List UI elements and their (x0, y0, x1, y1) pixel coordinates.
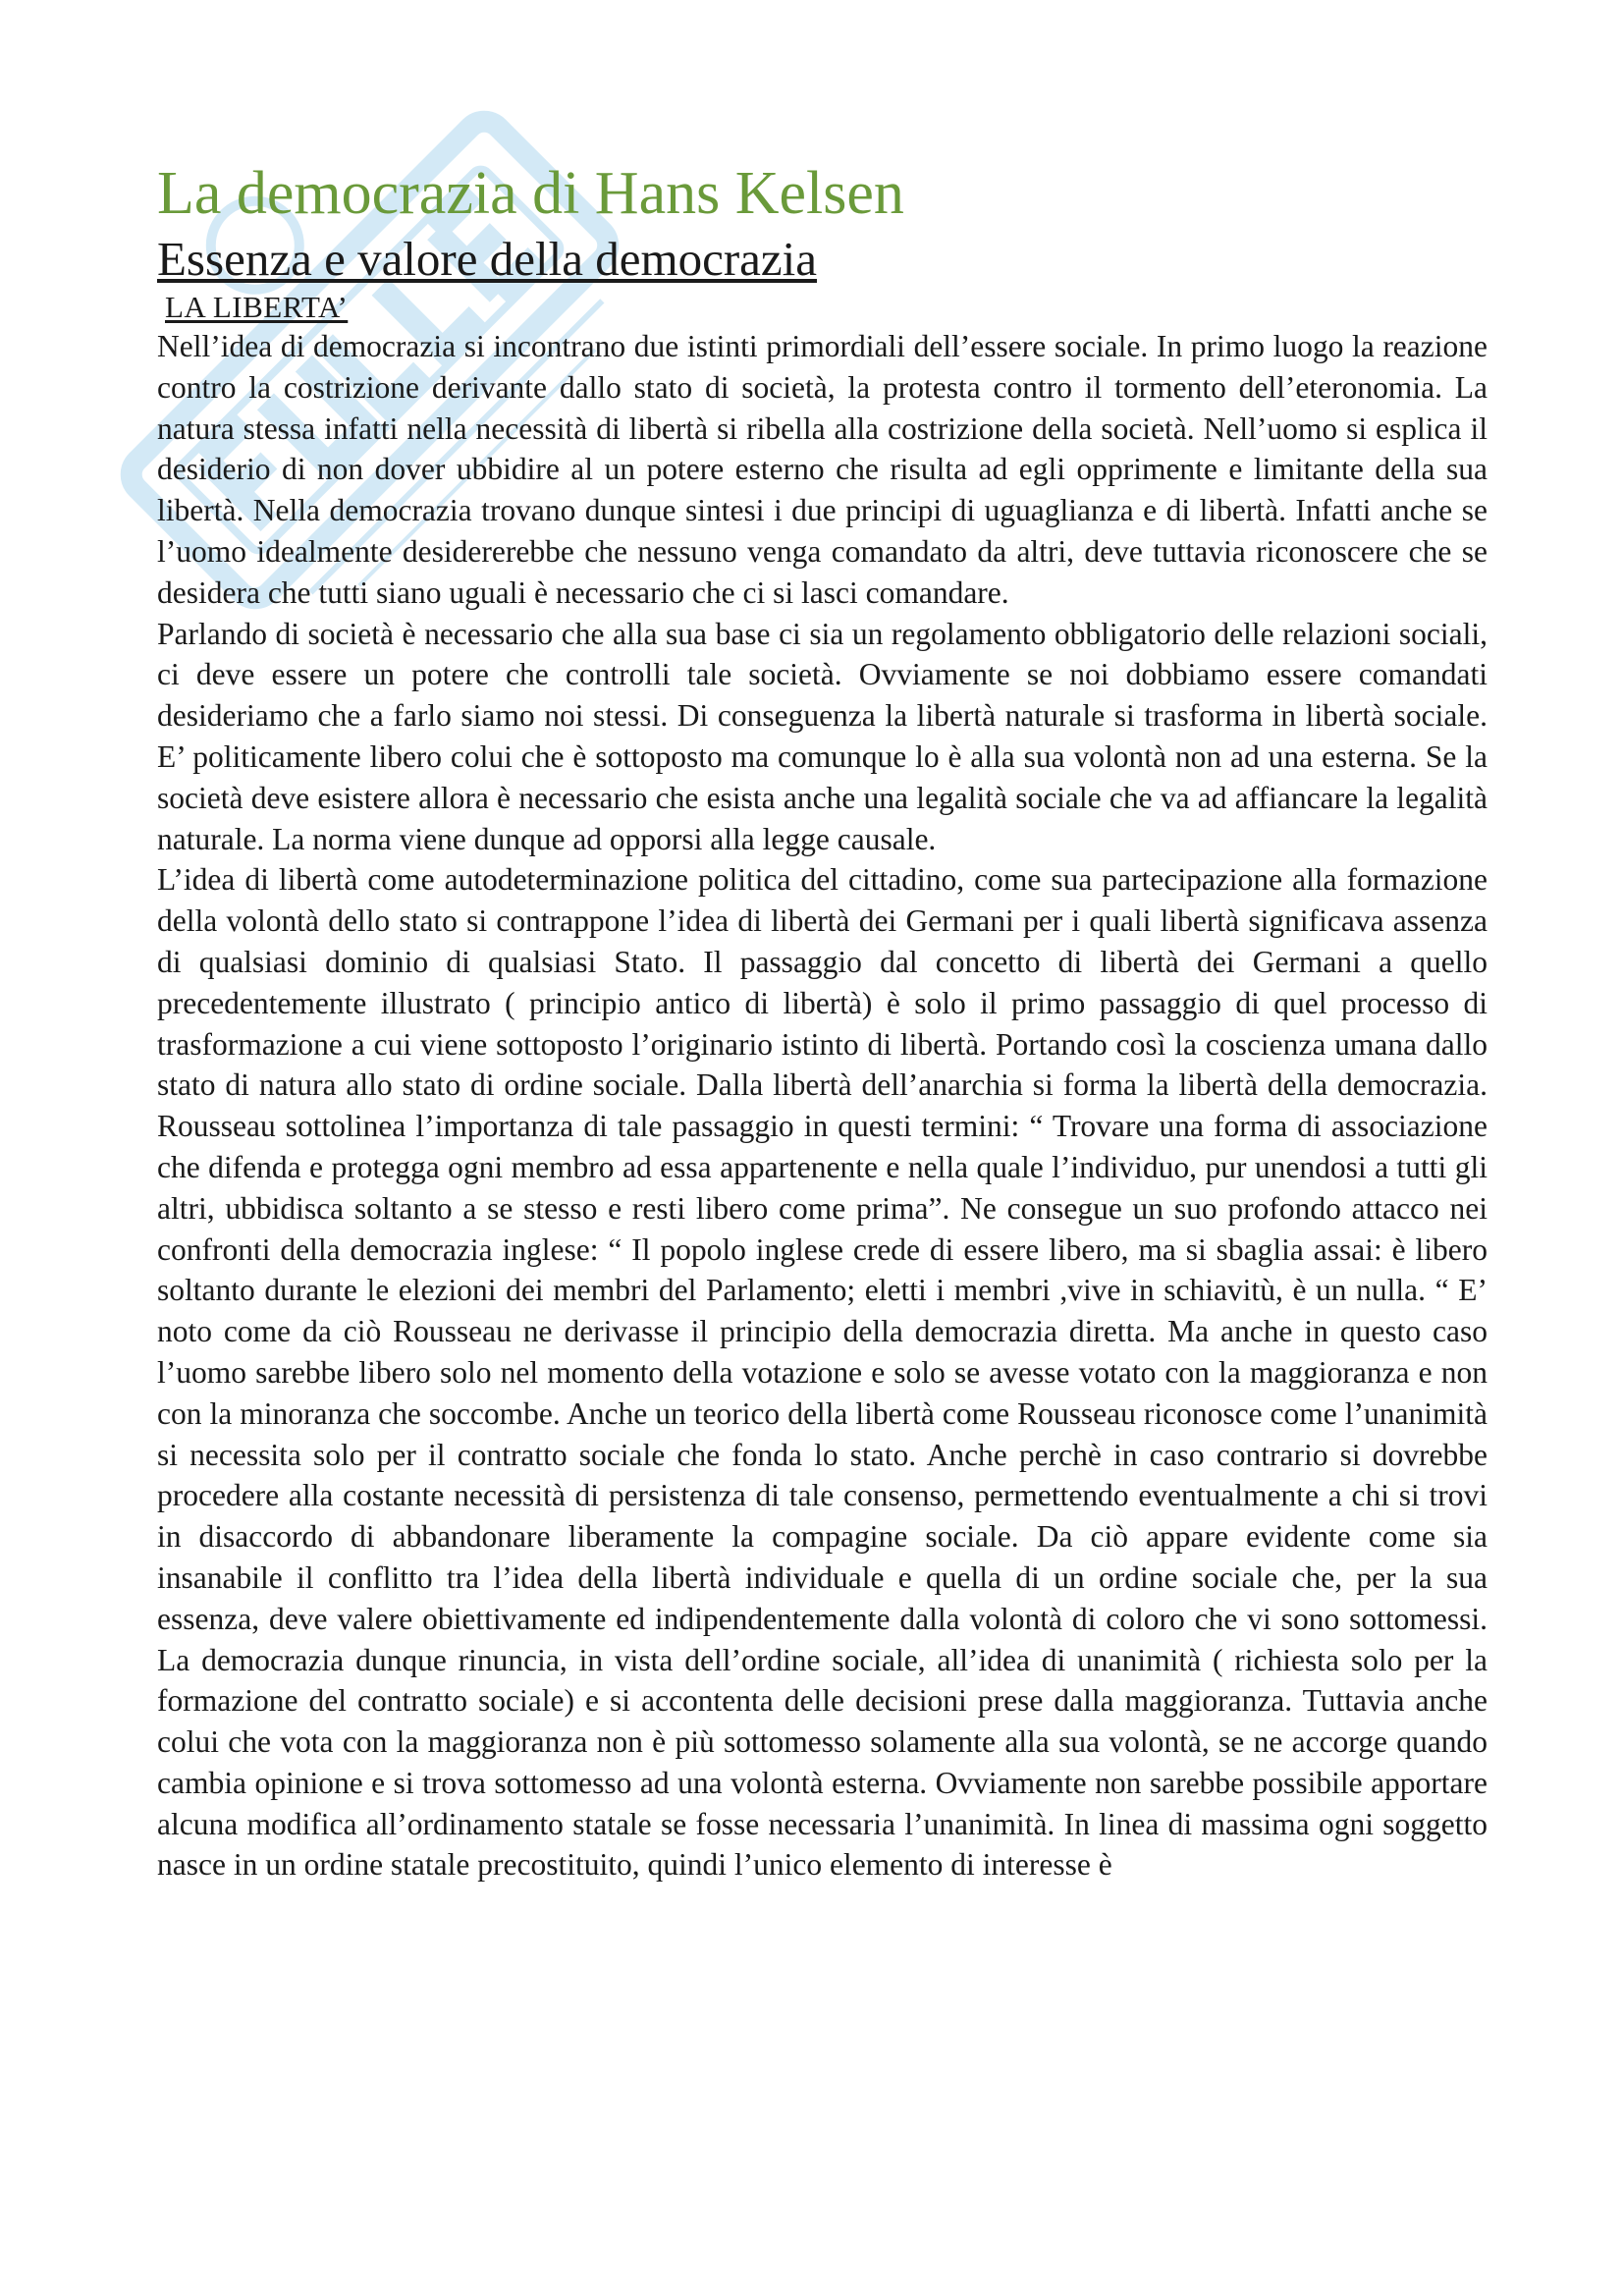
document-title: La democrazia di Hans Kelsen (157, 160, 904, 227)
document-page (157, 157, 1488, 1886)
body-paragraph-2: Parlando di società è necessario che alla sua base ci sia un regolamento obbligatorio delle relazioni sociali, ci deve essere un potere che controlli tale società. Ovviamente se noi dobbiamo essere comandati desideriamo che a farlo siamo noi stessi. Di conseguenza la libertà naturale si trasforma in libertà sociale. E’ politicamente libero colui che è sottoposto ma comunque lo è alla sua volontà non ad una esterna. Se la società deve esistere allora è necessario che esista anche una legalità sociale che va ad affiancare la legalità naturale. La norma viene dunque ad opporsi alla legge causale. (157, 616, 1488, 856)
document-subtitle: Essenza e valore della democrazia (157, 232, 818, 286)
body-paragraph-1: Nell’idea di democrazia si incontrano due istinti primordiali dell’essere sociale. In primo luogo la reazione contro la costrizione derivante dallo stato di società, la protesta contro il tormento dell’eteronomia. La natura stessa infatti nella necessità di libertà si ribella alla costrizione della società. Nell’uomo si esplica il desiderio di non dover ubbidire al un potere esterno che risulta ad egli opprimente e limitante della sua libertà. Nella democrazia trovano dunque sintesi i due principi di uguaglianza e di libertà. Infatti anche se l’uomo idealmente desidererebbe che nessuno venga comandato da altri, deve tuttavia riconoscere che se desidera che tutti siano uguali è necessario che ci si lasci comandare. (157, 329, 1488, 610)
body-paragraph-3: L’idea di libertà come autodeterminazione politica del cittadino, come sua partecipazione alla formazione della volontà dello stato si contrappone l’idea di libertà dei Germani per i quali libertà significava assenza di qualsiasi dominio di qualsiasi Stato. Il passaggio dal concetto di libertà dei Germani a quello precedentemente illustrato ( principio antico di libertà) è solo il primo passaggio di quel processo di trasformazione a cui viene sottoposto l’originario istinto di libertà. Portando così la coscienza umana dallo stato di natura allo stato di ordine sociale. Dalla libertà dell’anarchia si forma la libertà della democrazia. Rousseau sottolinea l’importanza di tale passaggio in questi termini: “ Trovare una forma di associazione che difenda e protegga ogni membro ad essa appartenente e nella quale l’individuo, pur unendosi a tutti gli altri, ubbidisca soltanto a se stesso e resti libero come prima”. Ne consegue un suo profondo attacco nei confronti della democrazia inglese: “ Il popolo inglese crede di essere libero, ma si sbaglia assai: è libero soltanto durante le elezioni dei membri del Parlamento; eletti i membri ,vive in schiavitù, è un nulla. “ E’ noto come da ciò Rousseau ne derivasse il principio della democrazia diretta. Ma anche in questo caso l’uomo sarebbe libero solo nel momento della votazione e solo se avesse votato con la maggioranza e non con la minoranza che soccombe. Anche un teorico della libertà come Rousseau riconosce come l’unanimità si necessita solo per il contratto sociale che fonda lo stato. Anche perchè in caso contrario si dovrebbe procedere alla costante necessità di persistenza di tale consenso, permettendo eventualmente a chi si trovi in disaccordo di abbandonare liberamente la compagine sociale. Da ciò appare evidente come sia insanabile il conflitto tra l’idea della libertà individuale e quella di un ordine sociale che, per la sua essenza, deve valere obiettivamente ed indipendentemente dalla volontà di coloro che vi sono sottomessi. La democrazia dunque rinuncia, in vista dell’ordine sociale, all’idea di unanimità ( richiesta solo per la formazione del contratto sociale) e si accontenta delle decisioni prese dalla maggioranza. Tuttavia anche colui che vota con la maggioranza non è più sottomesso solamente alla sua volontà, se ne accorge quando cambia opinione e si trova sottomesso ad una volontà esterna. Ovviamente non sarebbe possibile apportare alcuna modifica all’ordinamento statale se fosse necessaria l’unanimità. In linea di massima ogni soggetto nasce in un ordine statale precostituito, quindi l’unico elemento di interesse è (157, 862, 1488, 1883)
section-heading: LA LIBERTA’ (165, 290, 349, 324)
